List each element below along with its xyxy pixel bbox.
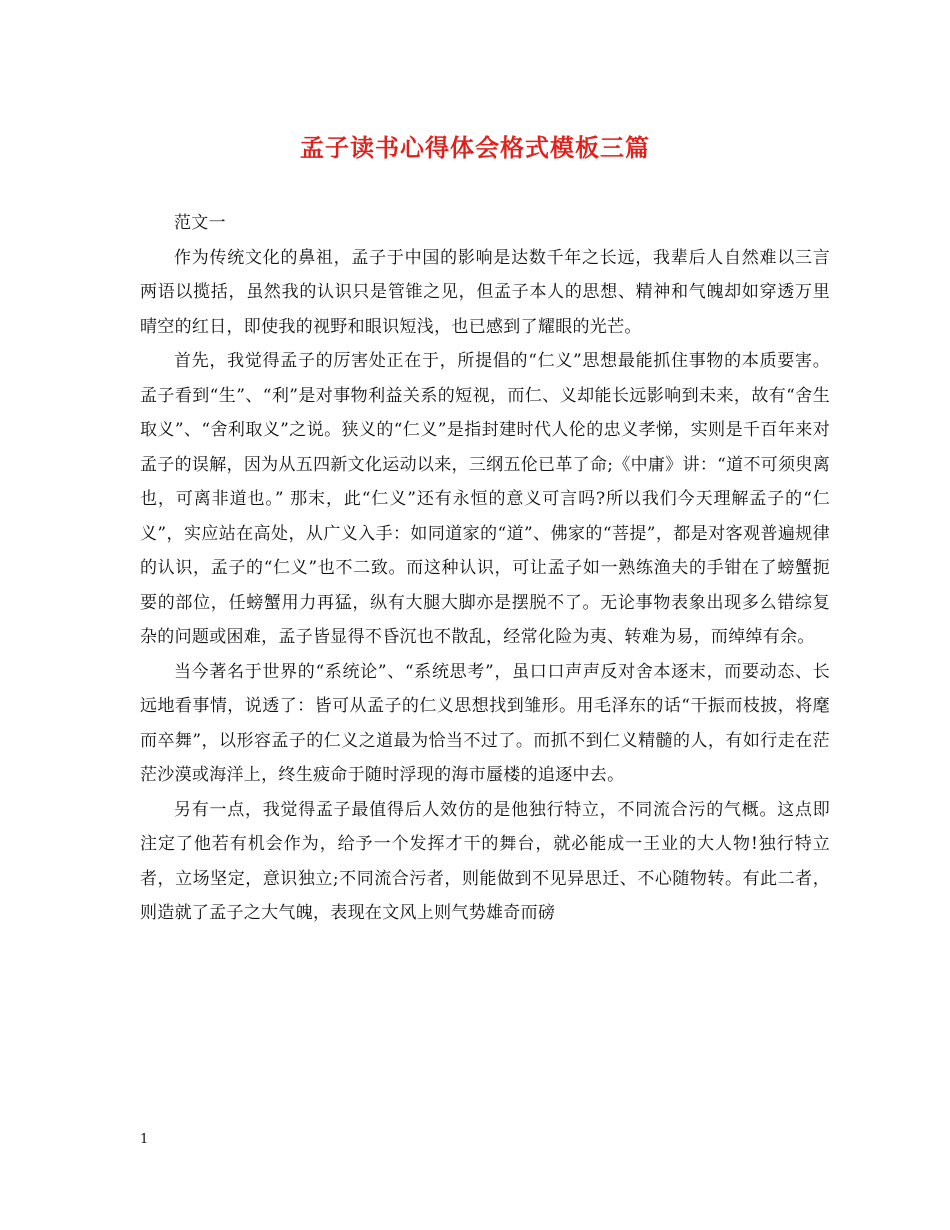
page-number: 1	[140, 1132, 149, 1147]
document-body	[140, 206, 830, 931]
document-title: 孟子读书心得体会格式模板三篇	[300, 133, 650, 162]
paragraph-4: 另有一点，我觉得孟子最值得后人效仿的是他独行特立，不同流合污的气概。这点即注定了他若有机会作为，给予一个发挥才干的舞台，就必能成一王业的大人物!独行特立者，立场坚定，意识独立;不同流合污者，则能做到不见异思迁、不心随物转。有此二者，则造就了孟子之大气魄，表现在文风上则气势雄奇而磅	[140, 799, 830, 923]
paragraph-2: 首先，我觉得孟子的厉害处正在于，所提倡的“仁义”思想最能抓住事物的本质要害。孟子看到“生”、“利”是对事物利益关系的短视，而仁、义却能长远影响到未来，故有“舍生取义”、“舍利取义”之说。狭义的“仁义”是指封建时代人伦的忠义孝悌，实则是千百年来对孟子的误解，因为从五四新文化运动以来，三纲五伦已革了命;《中庸》讲：“道不可须臾离也，可离非道也。” 那末，此“仁义”还有永恒的意义可言吗?所以我们今天理解孟子的“仁义”，实应站在高处，从广义入手：如同道家的“道”、佛家的“菩提”，都是对客观普遍规律的认识，孟子的“仁义”也不二致。而这种认识，可让孟子如一熟练渔夫的手钳在了螃蟹扼要的部位，任螃蟹用力再猛，纵有大腿大脚亦是摆脱不了。无论事物表象出现多么错综复杂的问题或困难，孟子皆显得不昏沉也不散乱，经常化险为夷、转难为易，而绰绰有余。	[140, 351, 830, 647]
paragraph-3: 当今著名于世界的“系统论”、“系统思考”，虽口口声声反对舍本逐末，而要动态、长远地看事情，说透了：皆可从孟子的仁义思想找到雏形。用毛泽东的话“干振而枝披，将麾而卒舞”，以形容孟子的仁义之道最为恰当不过了。而抓不到仁义精髓的人，有如行走在茫茫沙漠或海洋上，终生疲命于随时浮现的海市蜃楼的追逐中去。	[140, 661, 830, 785]
section-label: 范文一	[174, 213, 226, 233]
paragraph-1: 作为传统文化的鼻祖，孟子于中国的影响是达数千年之长远，我辈后人自然难以三言两语以揽括，虽然我的认识只是管锥之见，但孟子本人的思想、精神和气魄却如穿透万里晴空的红日，即使我的视野和眼识短浅，也已感到了耀眼的光芒。	[140, 247, 830, 337]
